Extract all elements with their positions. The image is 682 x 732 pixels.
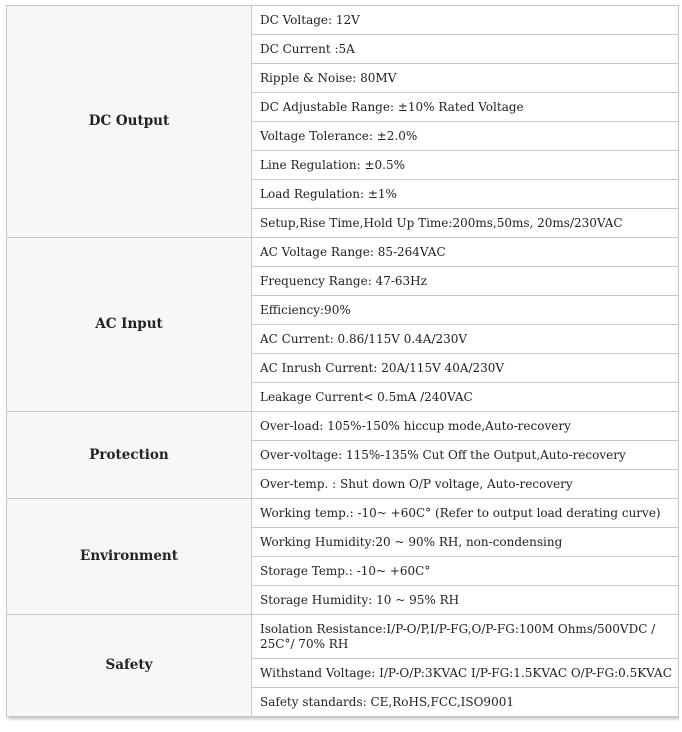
- spec-table-body: [7, 6, 679, 717]
- spec-row: [7, 615, 679, 659]
- spec-value: DC Current :5A: [252, 35, 679, 64]
- spec-row: [7, 412, 679, 441]
- spec-value: AC Inrush Current: 20A/115V 40A/230V: [252, 354, 679, 383]
- spec-value: Line Regulation: ±0.5%: [252, 151, 679, 180]
- spec-value: Working Humidity:20 ~ 90% RH, non-condensing: [252, 528, 679, 557]
- category-label: Safety: [7, 615, 252, 717]
- spec-value: DC Adjustable Range: ±10% Rated Voltage: [252, 93, 679, 122]
- category-label: DC Output: [7, 6, 252, 238]
- spec-value: Voltage Tolerance: ±2.0%: [252, 122, 679, 151]
- spec-value: Ripple & Noise: 80MV: [252, 64, 679, 93]
- spec-value: Withstand Voltage: I/P-O/P:3KVAC I/P-FG:1.5KVAC O/P-FG:0.5KVAC: [252, 659, 679, 688]
- spec-value: Load Regulation: ±1%: [252, 180, 679, 209]
- spec-row: [7, 238, 679, 267]
- spec-value: Safety standards: CE,RoHS,FCC,ISO9001: [252, 688, 679, 717]
- spec-value: Over-voltage: 115%-135% Cut Off the Output,Auto-recovery: [252, 441, 679, 470]
- spec-value: Storage Humidity: 10 ~ 95% RH: [252, 586, 679, 615]
- spec-table: [6, 5, 679, 717]
- spec-table-container: [6, 5, 679, 728]
- spec-value: Leakage Current< 0.5mA /240VAC: [252, 383, 679, 412]
- spec-value: Over-temp. : Shut down O/P voltage, Auto-recovery: [252, 470, 679, 499]
- spec-value: Storage Temp.: -10~ +60C°: [252, 557, 679, 586]
- spec-value: DC Voltage: 12V: [252, 6, 679, 35]
- spec-value: Setup,Rise Time,Hold Up Time:200ms,50ms, 20ms/230VAC: [252, 209, 679, 238]
- spec-value: AC Current: 0.86/115V 0.4A/230V: [252, 325, 679, 354]
- spec-value: Efficiency:90%: [252, 296, 679, 325]
- spec-value: Over-load: 105%-150% hiccup mode,Auto-recovery: [252, 412, 679, 441]
- spec-row: [7, 499, 679, 528]
- category-label: Environment: [7, 499, 252, 615]
- spec-value: Isolation Resistance:I/P-O/P,I/P-FG,O/P-FG:100M Ohms/500VDC / 25C°/ 70% RH: [252, 615, 679, 659]
- category-label: Protection: [7, 412, 252, 499]
- spec-value: Working temp.: -10~ +60C° (Refer to output load derating curve): [252, 499, 679, 528]
- spec-value: AC Voltage Range: 85-264VAC: [252, 238, 679, 267]
- spec-row: [7, 6, 679, 35]
- category-label: AC Input: [7, 238, 252, 412]
- spec-value: Frequency Range: 47-63Hz: [252, 267, 679, 296]
